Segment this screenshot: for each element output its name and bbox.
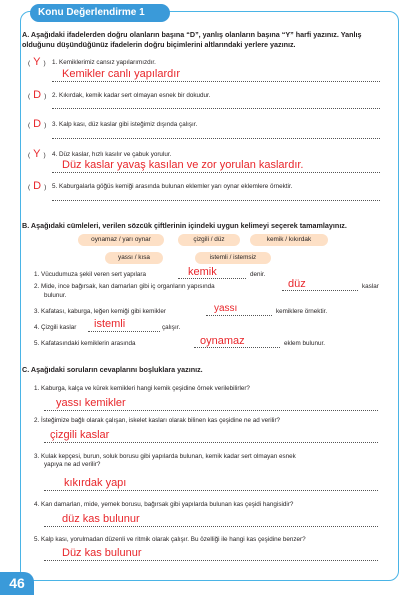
sentence-end: kemiklere örnektir. [276,308,328,315]
handwritten-answer: düz [288,278,306,290]
blank-line [178,278,246,279]
answer-line [52,200,380,201]
blank-line [194,347,280,348]
answer-mark: D [33,118,42,130]
sentence-end: eklem bulunur. [284,340,325,347]
statement-text: 1. Kemiklerimiz cansız yapılarımızdır. [52,59,156,66]
answer-mark: D [33,180,42,192]
page-number: 46 [0,572,34,595]
answer-line [44,560,378,561]
answer-line [52,108,380,109]
section-c-instruction: C. Aşağıdaki soruların cevaplarını boşluklara yazınız. [22,365,203,374]
handwritten-answer: kemik [188,266,217,278]
sentence-start: 1. Vücudumuza şekil veren sert yapılara [34,271,147,278]
question-text: 2. İsteğimize bağlı olarak çalışan, iskelet kasları olarak bilinen kas çeşidine ne ad verilir? [34,417,281,424]
statement-text: 3. Kalp kası, düz kaslar gibi isteğimiz dışında çalışır. [52,121,198,128]
answer-paren: ( D ) [28,180,47,192]
answer-paren: ( D ) [28,89,47,101]
sentence-start: 2. Mide, ince bağırsak, kan damarları gibi iç organların yapısında [34,283,215,290]
answer-mark: D [33,89,42,101]
answer-paren: ( Y ) [28,148,46,160]
answer-line [44,490,378,491]
section-b-instruction: B. Aşağıdaki cümleleri, verilen sözcük çiftlerinin içindeki uygun kelimeyi seçerek tamamlayınız. [22,221,347,230]
handwritten-answer: yassı [214,303,238,314]
question-text: 4. Kan damarları, mide, yemek borusu, bağırsak gibi yapılarda bulunan kas çeşidi hangisidir? [34,501,294,508]
handwritten-answer: kıkırdak yapı [64,477,127,489]
answer-line [44,410,378,411]
handwritten-answer: çizgili kaslar [50,429,110,441]
sentence-end: denir. [250,271,266,278]
page-title: Konu Değerlendirme 1 [30,4,170,22]
answer-paren: ( Y ) [28,56,46,68]
question-text-continued: yapıya ne ad verilir? [44,461,101,468]
handwritten-correction: Kemikler canlı yapılardır [62,68,180,80]
option-pill: kemik / kıkırdak [250,234,328,246]
sentence-start: 4. Çizgili kaslar [34,324,77,331]
sentence-end: çalışır. [162,324,181,331]
question-text: 1. Kaburga, kalça ve kürek kemikleri hangi kemik çeşidine örnek verilebilirler? [34,385,250,392]
handwritten-answer: düz kas bulunur [62,513,140,525]
statement-text: 5. Kaburgalarla göğüs kemiği arasında bulunan eklemler yarı oynar eklemlere örnektir. [52,183,293,190]
answer-line [52,172,380,173]
question-text: 3. Kulak kepçesi, burun, soluk borusu gibi yapılarda bulunan, kemik kadar sert olmayan esnek [34,453,296,460]
blank-line [88,331,160,332]
blank-line [282,290,358,291]
handwritten-answer: Düz kas bulunur [62,547,142,559]
answer-line [52,81,380,82]
answer-mark: Y [33,56,41,68]
sentence-end: bulunur. [44,292,67,299]
statement-text: 4. Düz kaslar, hızlı kasılır ve çabuk yorulur. [52,151,172,158]
answer-line [44,526,378,527]
sentence-start: 5. Kafatasındaki kemiklerin arasında [34,340,136,347]
answer-paren: ( D ) [28,118,47,130]
handwritten-answer: yassı kemikler [56,397,126,409]
answer-line [44,442,378,443]
option-pill: istemli / istemsiz [195,252,271,264]
section-a-instruction: A. Aşağıdaki ifadelerden doğru olanların başına “D”, yanlış olanların başına “Y” harfi yazınız. Yanlış olduğunu düşündüğünüz ifadelerin doğru biçimlerini altlarındaki yerlere yazınız. [22,30,362,49]
answer-mark: Y [33,148,41,160]
option-pill: yassı / kısa [105,252,163,264]
option-pill: çizgili / düz [178,234,240,246]
handwritten-answer: istemli [94,318,126,330]
answer-line [52,138,380,139]
blank-line [206,315,272,316]
sentence-start: 3. Kafatası, kaburga, leğen kemiği gibi kemikler [34,308,166,315]
question-text: 5. Kalp kası, yorulmadan düzenli ve ritmik olarak çalışır. Bu özelliği ile hangi kas çeşidine benzer? [34,536,306,543]
statement-text: 2. Kıkırdak, kemik kadar sert olmayan esnek bir dokudur. [52,92,211,99]
handwritten-answer: oynamaz [200,335,245,347]
handwritten-correction: Düz kaslar yavaş kasılan ve zor yorulan kaslardır. [62,159,304,171]
sentence-end: kaslar [362,283,379,290]
option-pill: oynamaz / yarı oynar [78,234,164,246]
